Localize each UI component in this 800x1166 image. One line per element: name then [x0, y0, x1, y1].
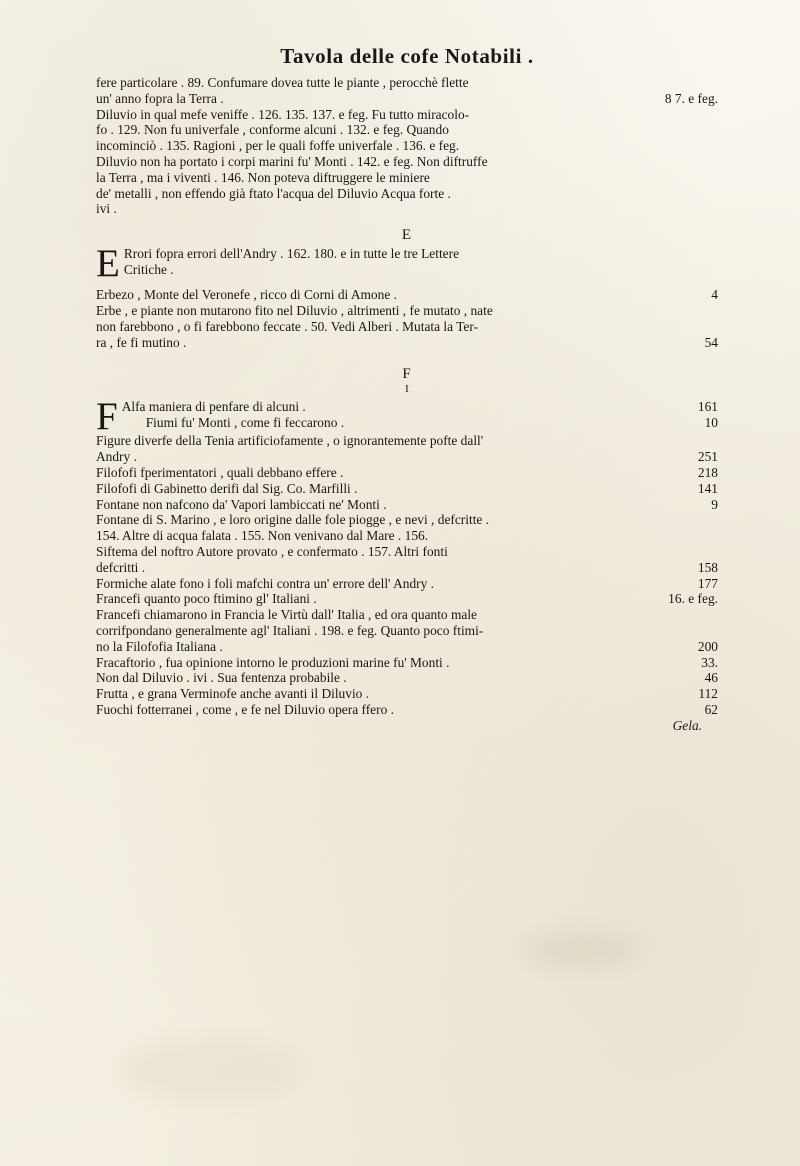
index-line: Critiche .: [123, 261, 174, 277]
index-line: Alfa maniera di penfare di alcuni . 161: [121, 399, 718, 415]
index-line: non farebbono , o fi farebbono feccate . 50. Vedi Alberi . Mutata la Ter-: [96, 318, 479, 334]
index-line: Diluvio in qual mefe veniffe . 126. 135. 137. e feg. Fu tutto miracolo-: [96, 106, 470, 122]
index-line: de' metalli , non effendo già ftato l'acqua del Diluvio Acqua forte .: [96, 185, 451, 201]
index-line: no la Filofofia Italiana . 200: [96, 638, 718, 654]
index-line: ra , fe fi mutino . 54: [96, 334, 718, 350]
index-line: fere particolare . 89. Confumare dovea tutte le piante , perocchè flette: [96, 75, 469, 90]
section-letter-e: E: [401, 227, 413, 244]
index-page-content: [96, 44, 718, 734]
section-f-ornament: I: [405, 383, 409, 396]
index-line: 154. Altre di acqua falata . 155. Non venivano dal Mare . 156.: [96, 528, 429, 544]
section-f-first-entry: [96, 395, 718, 439]
index-line: ivi .: [96, 201, 117, 217]
index-line: Rrori fopra errori dell'Andry . 162. 180. e in tutte le tre Lettere: [123, 246, 460, 262]
index-line: Fiumi fu' Monti , come fi feccarono . 10: [145, 415, 718, 431]
index-line: Diluvio non ha portato i corpi marini fu' Monti . 142. e feg. Non diftruffe: [96, 153, 488, 169]
paper-smudge: [520, 930, 640, 970]
paper-smudge-2: [120, 1040, 300, 1100]
page-title: Tavola delle cofe Notabili .: [280, 44, 534, 68]
catchword: Gela.: [672, 717, 702, 733]
index-line: un' anno fopra la Terra . 8 7. e feg.: [96, 90, 718, 106]
index-line: la Terra , ma i viventi . 146. Non poteva diftruggere le miniere: [96, 169, 430, 185]
index-line: defcritti . 158: [96, 559, 718, 575]
index-line: Erbezo , Monte del Veronefe , ricco di Corni di Amone . 4: [96, 287, 718, 303]
index-line: corrifpondano generalmente agl' Italiani . 198. e feg. Quanto poco ftimi-: [96, 622, 484, 638]
index-line: Siftema del noftro Autore provato , e confermato . 157. Altri fonti: [96, 543, 448, 559]
index-line: Filofofi di Gabinetto derifi dal Sig. Co. Marfilli . 141: [96, 480, 718, 496]
index-line: fo . 129. Non fu univerfale , conforme alcuni . 132. e feg. Quando: [96, 122, 449, 138]
dropcap-e: E: [96, 242, 120, 286]
index-line: Andry . 251: [96, 449, 718, 465]
index-line: Formiche alate fono i foli mafchi contra un' errore dell' Andry . 177: [96, 575, 718, 591]
index-line: Fracaftorio , fua opinione intorno le produzioni marine fu' Monti . 33.: [96, 654, 718, 670]
index-line: Erbe , e piante non mutarono fito nel Diluvio , altrimenti , fe mutato , nate: [96, 302, 493, 318]
section-e-first-entry: [96, 242, 718, 286]
index-line: Non dal Diluvio . ivi . Sua fentenza probabile . 46: [96, 670, 718, 686]
section-letter-f: F: [402, 366, 412, 383]
index-line: Francefi chiamarono in Francia le Virtù dall' Italia , ed ora quanto male: [96, 607, 477, 623]
dropcap-f: F: [96, 395, 118, 439]
index-line: Fontane non nafcono da' Vapori lambiccati ne' Monti . 9: [96, 496, 718, 512]
index-line: Filofofi fperimentatori , quali debbano effere . 218: [96, 464, 718, 480]
index-line: Frutta , e grana Verminofe anche avanti il Diluvio . 112: [96, 686, 718, 702]
index-line: Francefi quanto poco ftimino gl' Italiani . 16. e feg.: [96, 591, 718, 607]
section-e-entries: [96, 287, 718, 350]
index-line: incominciò . 135. Ragioni , per le quali foffe univerfale . 136. e feg.: [96, 138, 460, 154]
top-paragraph-block: [96, 75, 718, 217]
section-f-entries: [96, 433, 718, 717]
index-line: Fuochi fotterranei , come , e fe nel Diluvio opera ffero . 62: [96, 701, 718, 717]
index-line: Figure diverfe della Tenia artificiofamente , o ignorantemente pofte dall': [96, 433, 484, 449]
index-line: Fontane di S. Marino , e loro origine dalle fole piogge , e nevi , defcritte .: [96, 512, 490, 528]
